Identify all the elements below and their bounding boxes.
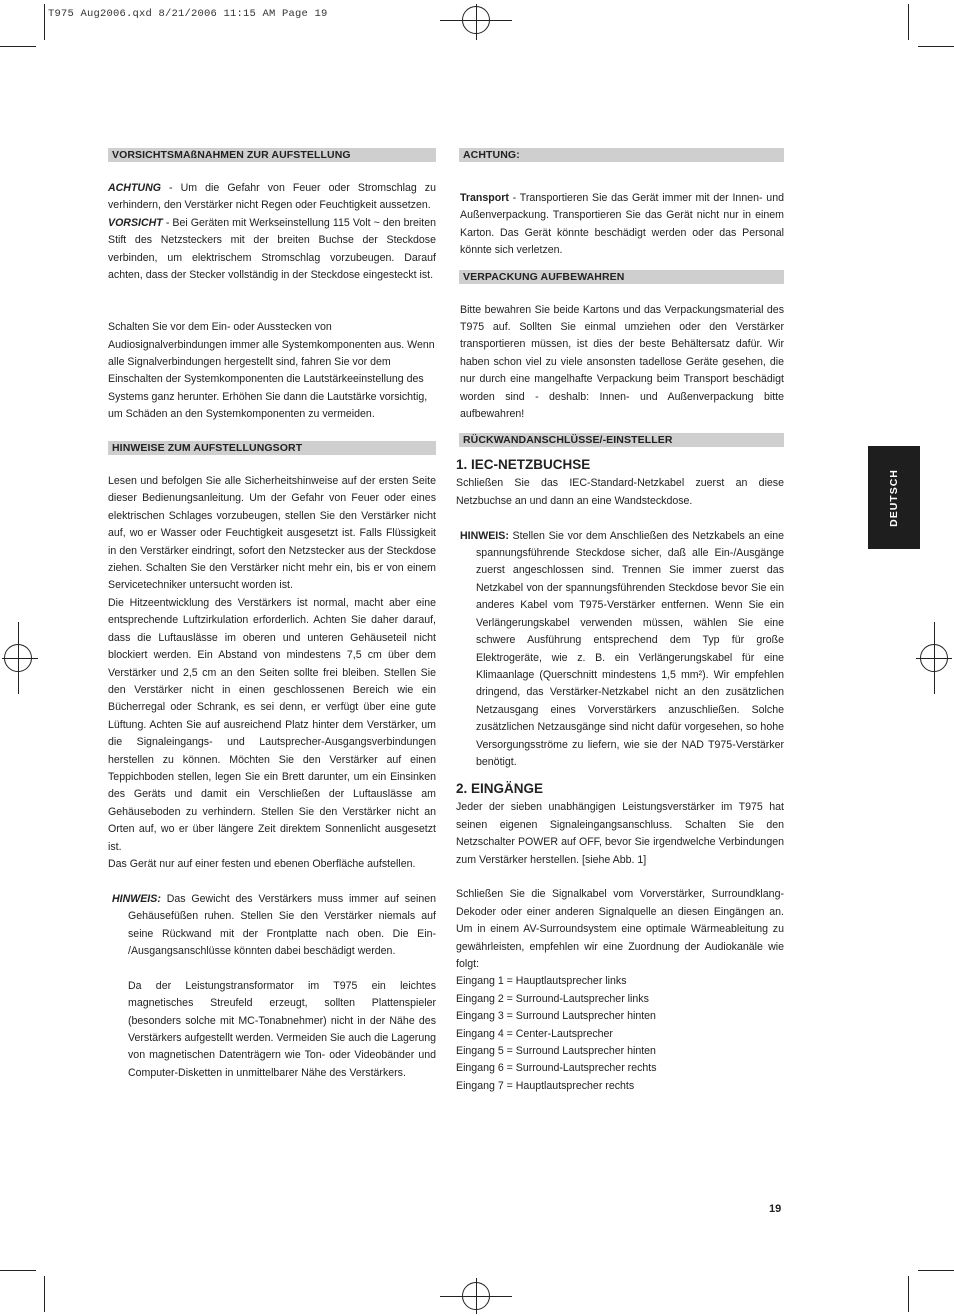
subheading: 2. EINGÄNGE: [456, 781, 544, 797]
left-column: [108, 148, 436, 1082]
list-item: Eingang 2 = Surround-Lautsprecher links: [456, 992, 649, 1005]
note: HINWEIS: Stellen Sie vor dem Anschließen des Netzkabels an eine spannungsführende Steckdose sicher, daß alle Ein-/Ausgänge zuerst angeschlossen sind. Trennen Sie immer zuerst das Netzkabel von der spannungsführenden Steckdose bevor Sie ein anderes Kabel vom T975-Verstärker entfernen. Wenn Sie ein Verlängerungskabel verwenden müssen, wählen Sie eine schwere Ausführung entsprechend dem Typ für große Elektrogeräte, wie z. B. ein Verlängerungskabel für eine Klimaanlage (Querschnitt mindestens 1,5 mm²). Wir empfehlen dringend, das Verstärker-Netzkabel nicht an den zusätzlichen Netzausgang eines Vorverstärkers anzuschließen. Solche zusätzlichen Netzausgänge sind nicht dafür vorgesehen, so hohe Versorgungsströme zu liefern, wie sie der NAD T975-Verstärker benötigt.: [460, 529, 784, 768]
paragraph: Jeder der sieben unabhängigen Leistungsverstärker im T975 hat seinen eigenen Signaleingangsanschluss. Schalten Sie den Netzschalter POWER auf OFF, bevor Sie irgendwelche Verbindungen zum Verstärker herstellen. [siehe Abb. 1]: [456, 801, 784, 866]
paragraph: ACHTUNG - Um die Gefahr von Feuer oder Stromschlag zu verhindern, den Verstärker nicht Regen oder Feuchtigkeit aussetzen.: [108, 182, 436, 212]
paragraph: Transport - Transportieren Sie das Gerät immer mit der Innen- und Außenverpackung. Transportieren Sie das Gerät nicht nur in einem Karton. Das Gerät könnte beschädigt werden oder das Personal könnte sich verletzen.: [460, 192, 784, 257]
list-item: Eingang 1 = Hauptlautsprecher links: [456, 975, 627, 988]
paragraph: Schalten Sie vor dem Ein- oder Ausstecken von Audiosignalverbindungen immer alle Systemkomponenten aus. Wenn alle Signalverbindungen hergestellt sind, fahren Sie vor dem Einschalten der Systemkomponenten die Lautstärkeeinstellung des Systems ganz herunter. Erhöhen Sie dann die Lautstärke vorsichtig, um Schäden an den Systemkomponenten zu vermeiden.: [108, 321, 435, 421]
page-number: 19: [769, 1203, 782, 1215]
right-column: [456, 148, 784, 1095]
section-heading: ACHTUNG:: [459, 148, 784, 162]
subheading: 1. IEC-NETZBUCHSE: [456, 457, 591, 473]
section-heading: RÜCKWANDANSCHLÜSSE/-EINSTELLER: [459, 433, 784, 447]
input-list: [456, 973, 784, 1095]
paragraph: Bitte bewahren Sie beide Kartons und das Verpackungsmaterial des T975 auf. Sollten Sie einmal umziehen oder den Verstärker transportieren müssen, ist dies der beste Behältersatz dafür. Wir haben schon viel zu viele ansonsten tadellose Geräte gesehen, die nur durch eine mangelhafte Verpackung beim Transport beschädigt worden sind - deshalb: Innen- und Außenverpackung bitte aufbewahren!: [460, 303, 784, 421]
print-slug: T975 Aug2006.qxd 8/21/2006 11:15 AM Page 19: [48, 8, 328, 20]
section-heading: VERPACKUNG AUFBEWAHREN: [459, 270, 784, 284]
section-heading: VORSICHTSMAßNAHMEN ZUR AUFSTELLUNG: [108, 148, 436, 162]
list-item: Eingang 7 = Hauptlautsprecher rechts: [456, 1079, 635, 1092]
paragraph: VORSICHT - Bei Geräten mit Werkseinstellung 115 Volt ~ den breiten Stift des Netzsteckers mit der breiten Buchse der Steckdose verbinden, um elektrischem Stromschlag vorzubeugen. Darauf achten, dass der Stecker vollständig in der Steckdose eingesteckt ist.: [108, 216, 436, 282]
list-item: Eingang 6 = Surround-Lautsprecher rechts: [456, 1062, 657, 1075]
language-tab-label: DEUTSCH: [888, 468, 900, 527]
list-item: Eingang 3 = Surround Lautsprecher hinten: [456, 1010, 656, 1023]
section-heading: HINWEISE ZUM AUFSTELLUNGSORT: [108, 441, 436, 455]
list-item: Eingang 4 = Center-Lautsprecher: [456, 1027, 613, 1040]
paragraph: Die Hitzeentwicklung des Verstärkers ist normal, macht aber eine entsprechende Luftzirkulation erforderlich. Achten Sie daher darauf, dass die Luftauslässe im oberen und unteren Gehäuseteil nicht blockiert werden. Ein Abstand von mindestens 7,5 cm über dem Verstärker und 2,5 cm an den Seiten sollte frei bleiben. Stellen Sie den Verstärker nicht in einen geschlossenen Bereich wie ein Bücherregal oder Schrank, es sei denn, er verfügt über eine gute Lüftung. Achten Sie auf ausreichend Platz hinter dem Verstärker, um die Signaleingangs- und Lautsprecher-Ausgangsverbindungen herstellen zu können. Möchten Sie den Verstärker auf einen Teppichboden stellen, legen Sie ein Brett darunter, um ein Einsinken des Geräts und damit ein Verschließen der Luftauslässe am Gehäuseboden zu verhindern. Stellen Sie den Verstärker nicht an Orten auf, wo er über längere Zeit direktem Sonnenlicht ausgesetzt ist.: [108, 596, 436, 853]
paragraph: Schließen Sie das IEC-Standard-Netzkabel zuerst an diese Netzbuchse an und dann an eine Wandsteckdose.: [456, 477, 784, 507]
paragraph: Da der Leistungstransformator im T975 ein leichtes magnetisches Streufeld erzeugt, sollten Plattenspieler (besonders solche mit MC-Tonabnehmer) nicht in der Nähe des Verstärkers aufgestellt werden. Vermeiden Sie auch die Lagerung von magnetischen Datenträgern wie Ton- oder Videobänder und Computer-Disketten in unmittelbarer Nähe des Verstärkers.: [128, 979, 436, 1079]
language-tab: [868, 446, 920, 549]
paragraph: Lesen und befolgen Sie alle Sicherheitshinweise auf der ersten Seite dieser Bedienungsanleitung. Um der Gefahr von Feuer oder eines elektrischen Schlages vorzubeugen, stellen Sie den Verstärker nicht auf, wo er Wasser oder Feuchtigkeit ausgesetzt ist. Falls Flüssigkeit in den Verstärker eindringt, sofort den Netzstecker aus der Steckdose ziehen. Schalten Sie den Verstärker nicht mehr ein, bis er von einem Servicetechniker untersucht worden ist.: [108, 475, 436, 592]
list-item: Eingang 5 = Surround Lautsprecher hinten: [456, 1045, 656, 1058]
paragraph: Das Gerät nur auf einer festen und ebenen Oberfläche aufstellen.: [108, 857, 416, 870]
paragraph: Schließen Sie die Signalkabel vom Vorverstärker, Surroundklang-Dekoder oder einer anderen Signalquelle an diesen Eingängen an. Um in einem AV-Surroundsystem eine optimale Wärmeableitung zu gewährleisten, empfehlen wir eine Zuordnung der Audiokanäle wie folgt:: [456, 888, 784, 970]
note: HINWEIS: Das Gewicht des Verstärkers muss immer auf seinen Gehäusefüßen ruhen. Stellen Sie den Verstärker niemals auf seine Rückwand mit der Frontplatte nach oben. Die Ein- /Ausgangsanschlüsse könnten dabei beschädigt werden.: [112, 892, 436, 957]
